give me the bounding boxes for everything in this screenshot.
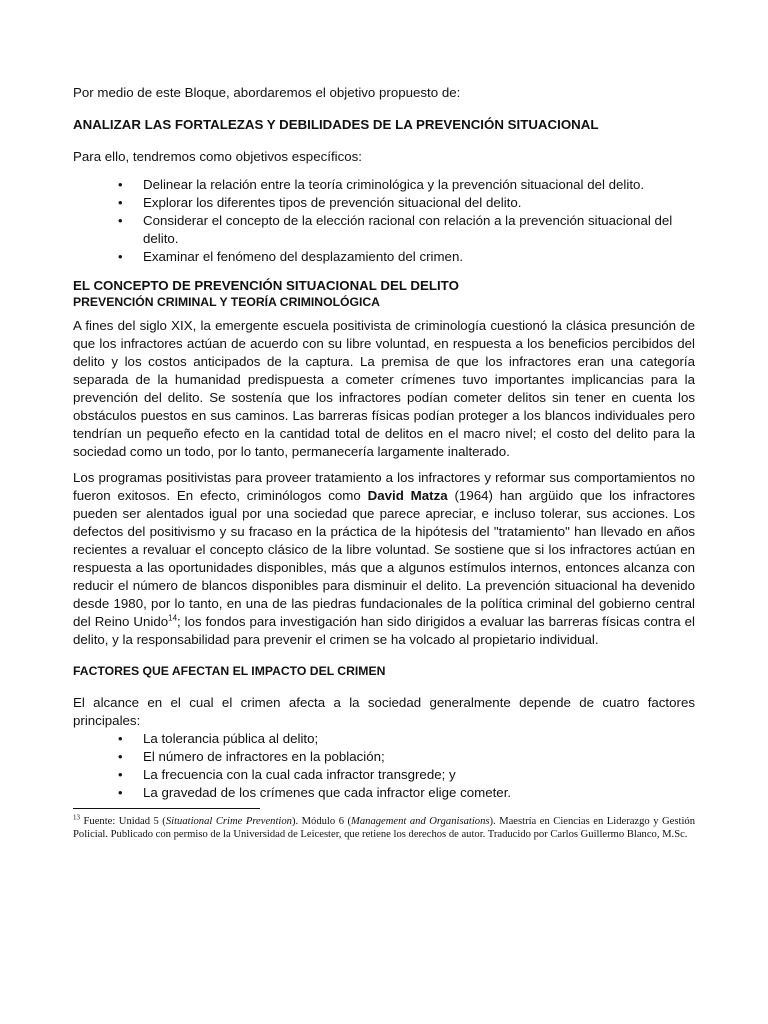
list-item: • Delinear la relación entre la teoría criminológica y la prevención situacional del delito.: [73, 176, 695, 194]
footnote-italic: Management and Organisations: [351, 816, 490, 827]
factors-list: [73, 730, 695, 802]
paragraph-part: Los programas positivistas para proveer tratamiento a los infractores y reformar sus comportamientos no fueron exitosos. En efecto, criminólogos como: [73, 470, 695, 503]
objective-heading: ANALIZAR LAS FORTALEZAS Y DEBILIDADES DE LA PREVENCIÓN SITUACIONAL: [73, 117, 599, 132]
list-item: • Examinar el fenómeno del desplazamiento del crimen.: [73, 248, 695, 266]
list-item: • Considerar el concepto de la elección racional con relación a la prevención situacional del delito.: [73, 212, 695, 248]
section-heading: EL CONCEPTO DE PREVENCIÓN SITUACIONAL DEL DELITO: [73, 278, 459, 293]
list-item: • El número de infractores en la población;: [73, 748, 695, 766]
footnote-part: ). Maestría en Ciencias en Liderazgo y Gestión Policial. Publicado con permiso de la Universidad de Leicester, que retiene los derechos de autor. Traducido por Carlos Guillermo Blanco, M.Sc.: [73, 816, 695, 840]
list-item: • La frecuencia con la cual cada infractor transgrede; y: [73, 766, 695, 784]
document-page: [73, 84, 695, 841]
factors-heading: FACTORES QUE AFECTAN EL IMPACTO DEL CRIMEN: [73, 664, 386, 678]
author-name: David Matza: [367, 488, 448, 503]
paragraph-positivism: A fines del siglo XIX, la emergente escuela positivista de criminología cuestionó la clásica presunción de que los infractores actúan de acuerdo con su libre voluntad, en respuesta a los beneficios percibidos del delito y los costos anticipados de la captura. La premisa de que los infractores eran una categoría separada de la humanidad predispuesta a cometer crímenes tuvo importantes implicancias para la prevención del delito. Se sostenía que los infractores podían cometer delitos sin tener en cuenta los obstáculos puestos en sus caminos. Las barreras físicas podían proteger a los blancos individuales pero tendrían un pequeño efecto en la cantidad total de delitos en el macro nivel; el costo del delito para la sociedad como un todo, por lo tanto, permanecería largamente inalterado.: [73, 318, 695, 459]
list-item: • La tolerancia pública al delito;: [73, 730, 695, 748]
intro-text: Por medio de este Bloque, abordaremos el objetivo propuesto de:: [73, 85, 461, 100]
paragraph-part: (1964) han argüido que los infractores pueden ser alentados igual por una sociedad que parece apreciar, e incluso tolerar, sus acciones. Los defectos del positivismo y su fracaso en la práctica de la hipótesis del "tratamiento" han llevado en años recientes a revaluar el concepto clásico de la libre voluntad. Se sostiene que si los infractores actúan en respuesta a las oportunidades disponibles, más que a algunos estímulos internos, entonces alcanza con reducir el número de blancos disponibles para disminuir el delito. La prevención situacional ha devenido desde 1980, por lo tanto, en una de las piedras fundacionales de la política criminal del gobierno central del Reino Unido: [73, 488, 695, 629]
objectives-list: [73, 176, 695, 266]
footnote-number: 13: [73, 813, 80, 822]
footnote-divider: [73, 808, 260, 809]
section-subheading: PREVENCIÓN CRIMINAL Y TEORÍA CRIMINOLÓGICA: [73, 295, 380, 309]
footnote-part: Fuente: Unidad 5 (: [80, 816, 166, 827]
footnote-italic: Situational Crime Prevention: [165, 816, 292, 827]
footnote-ref: 14: [168, 613, 178, 623]
factors-paragraph: El alcance en el cual el crimen afecta a la sociedad generalmente depende de cuatro factores principales:: [73, 695, 695, 728]
paragraph-part: ; los fondos para investigación han sido dirigidos a evaluar las barreras físicas contra el delito, y la responsabilidad para prevenir el crimen se ha volcado al propietario individual.: [73, 614, 695, 647]
paragraph-programs: [73, 469, 695, 649]
footnote-part: ). Módulo 6 (: [291, 816, 352, 827]
objectives-intro: Para ello, tendremos como objetivos específicos:: [73, 149, 362, 164]
list-item: • Explorar los diferentes tipos de prevención situacional del delito.: [73, 194, 695, 212]
footnote: [73, 815, 695, 841]
list-item: • La gravedad de los crímenes que cada infractor elige cometer.: [73, 784, 695, 802]
